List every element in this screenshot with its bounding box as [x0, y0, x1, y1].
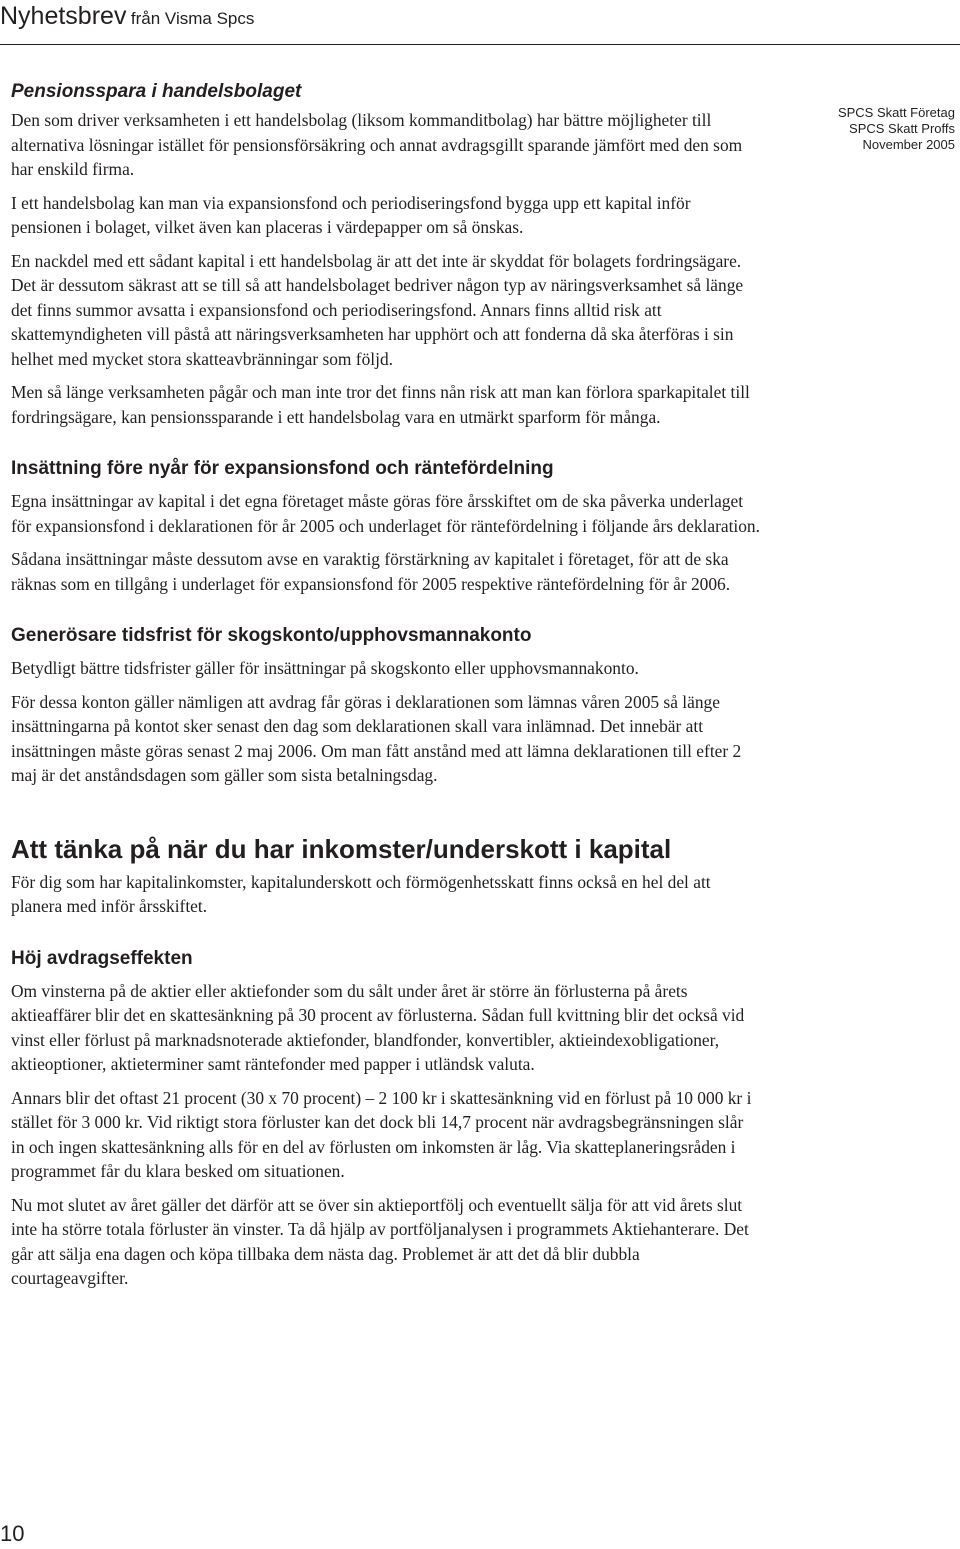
paragraph: Annars blir det oftast 21 procent (30 x 70 procent) – 2 100 kr i skattesänkning vid en förlust på 10 000 kr i stället för 3 000 kr. Vid riktigt stora förluster kan det dock bli 14,7 procent när avdragsbegränsningen slår in och ingen skattesänkning alls för en del av förlusten om inkomsten är låg. Via skatteplaneringsråden i programmet får du klara besked om situationen. [11, 1087, 752, 1181]
paragraph: Men så länge verksamheten pågår och man inte tror det finns nån risk att man kan förlora sparkapitalet till fordringsägare, kan pensionssparande i ett handelsbolag vara en utmärkt sparform för många. [11, 382, 750, 427]
header-divider [0, 44, 960, 45]
section-spacer [11, 797, 761, 833]
paragraph: En nackdel med ett sådant kapital i ett handelsbolag är att det inte är skyddat för bolagets fordringsägare. Det är dessutom säkrast att se till så att handelsbolaget bedriver någon typ av näringsverksamhet så länge det finns summor avsatta i expansionsfond och periodiseringsfond. Annars finns alltid risk att skattemyndigheten vill påstå att näringsverksamheten har upphört och att fonderna då ska återföras i sin helhet med mycket stora skatteavbränningar som följd. [11, 250, 744, 369]
page-number: 10 [0, 1521, 25, 1546]
paragraph: Nu mot slutet av året gäller det därför att se över sin aktieportfölj och eventuellt sälja för att vid årets slut inte ha större totala förluster än vinster. Ta då hjälp av portföljanalysen i programmets Aktiehanterare. Det går att sälja ena dagen och köpa tillbaka dem nästa dag. Problemet är att det då blir dubbla courtageavgifter. [11, 1194, 749, 1288]
section-heading-insattning: Insättning före nyår för expansionsfond och räntefördelning [11, 458, 554, 479]
section-heading-avdragseffekten: Höj avdragseffekten [11, 947, 193, 969]
article-content [11, 78, 761, 1300]
paragraph: Om vinsterna på de aktier eller aktiefonder som du sålt under året är större än förlusterna på årets aktieaffärer blir det en skattesänkning på 30 procent av förlusterna. Sådan full kvittning blir det också vid vinst eller förlust på marknadsnoterade aktiefonder, blandfonder, konvertibler, aktieindexobligationer, aktieoptioner, aktieterminer samt räntefonder med papper i utländsk valuta. [11, 980, 745, 1074]
section-heading-kapital: Att tänka på när du har inkomster/underskott i kapital [11, 833, 672, 864]
section-spacer [11, 928, 761, 948]
paragraph: Egna insättningar av kapital i det egna företaget måste göras före årsskiftet om de ska påverka underlaget för expansionsfond i deklarationen för år 2005 och underlaget för räntefördelning i följande års deklaration. [11, 491, 760, 536]
paragraph: Betydligt bättre tidsfrister gäller för insättningar på skogskonto eller upphovsmannakonto. [11, 658, 639, 678]
section-heading-skogskonto: Generösare tidsfrist för skogskonto/upphovsmannakonto [11, 625, 532, 646]
paragraph: För dessa konton gäller nämligen att avdrag får göras i deklarationen som lämnas våren 2005 så länge insättningarna på kontot sker senast den dag som deklarationen skall vara inlämnad. Det innebär att insättningen måste göras senast 2 maj 2006. Om man fått anstånd med att lämna deklarationen till efter 2 maj är det anståndsdagen som gäller som sista betalningsdag. [11, 691, 742, 785]
page-header [0, 0, 960, 40]
section-spacer [11, 438, 761, 458]
newsletter-title-sub: från Visma Spcs [130, 9, 255, 28]
sidebar-info [790, 105, 955, 153]
paragraph: Sådana insättningar måste dessutom avse en varaktig förstärkning av kapitalet i företaget, för att de ska räknas som en tillgång i underlaget för expansionsfond för 2005 respektive räntefördelning för år 2006. [11, 549, 731, 594]
paragraph: I ett handelsbolag kan man via expansionsfond och periodiseringsfond bygga upp ett kapital inför pensionen i bolaget, vilket även kan placeras i värdepapper om så önskas. [11, 192, 691, 237]
section-spacer [11, 605, 761, 625]
newsletter-title [0, 0, 254, 36]
paragraph: För dig som har kapitalinkomster, kapitalunderskott och förmögenhetsskatt finns också en hel del att planera med inför årsskiftet. [11, 871, 711, 916]
paragraph: Den som driver verksamheten i ett handelsbolag (liksom kommanditbolag) har bättre möjligheter till alternativa lösningar istället för pensionsförsäkring och annat avdragsgillt sparande jämfört med den som har enskild firma. [11, 110, 743, 179]
newsletter-title-main: Nyhetsbrev [0, 2, 127, 30]
product-name-foretag: SPCS Skatt Företag [837, 105, 955, 120]
issue-date: November 2005 [862, 137, 955, 152]
section-heading-pensionsspara: Pensionsspara i handelsbolaget [11, 81, 302, 102]
product-name-proffs: SPCS Skatt Proffs [849, 121, 955, 136]
